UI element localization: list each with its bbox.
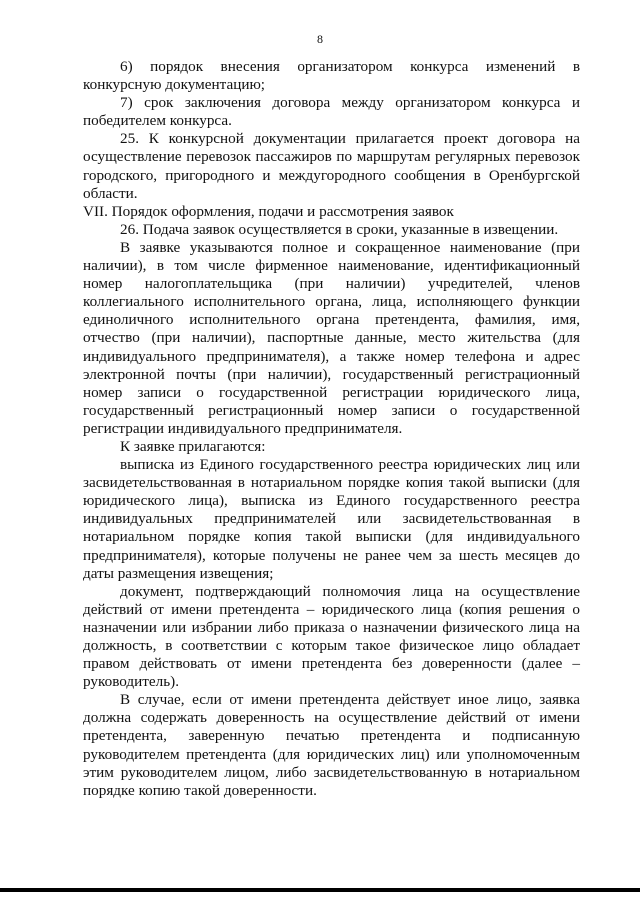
application-contents-paragraph: В заявке указываются полное и сокращенное наименование (при наличии), в том числе фирменное наименование, идентификационный номер налогоплательщика (при наличии) учредителей, членов коллегиального исполнительного органа, лица, исполняющего функции единоличного исполнительного органа претендента, фамилия, имя, отчество (при наличии), паспортные данные, место жительства (для индивидуального предпринимателя), а также номер телефона и адрес электронной почты (при наличии), государственный регистрационный номер записи о государственной регистрации юридического лица, государственный регистрационный номер записи о государственной регистрации индивидуального предпринимателя.	[83, 238, 580, 437]
page-number: 8	[317, 32, 323, 46]
clause-26: 26. Подача заявок осуществляется в сроки, указанные в извещении.	[120, 220, 559, 238]
attachments-intro: К заявке прилагаются:	[120, 437, 266, 455]
registry-extract-paragraph: выписка из Единого государственного реестра юридических лиц или засвидетельствованная в нотариальном порядке копия такой выписки (для юридического лица), выписка из Единого государственного реестра индивидуальных предпринимателей или засвидетельствованная в нотариальном порядке копия такой выписки (для индивидуального предпринимателя), которые получены не ранее чем за шесть месяцев до даты размещения извещения;	[83, 456, 580, 582]
section-heading: VII. Порядок оформления, подачи и рассмотрения заявок	[83, 202, 454, 220]
authority-document-paragraph: документ, подтверждающий полномочия лица на осуществление действий от имени претендента – юридического лица (копия решения о назначении или избрании либо приказа о назначении физического лица на должность, в соответствии с которым такое физическое лицо обладает правом действовать от имени претендента без доверенности (далее – руководитель).	[83, 582, 580, 691]
list-item-6: 6) порядок внесения организатором конкурса изменений в конкурсную документацию;	[83, 58, 580, 94]
list-item-7: 7) срок заключения договора между организатором конкурса и победителем конкурса.	[83, 94, 580, 130]
power-of-attorney-paragraph: В случае, если от имени претендента действует иное лицо, заявка должна содержать доверенность на осуществление действий от имени претендента, заверенную печатью претендента и подписанную руководителем претендента (для юридических лиц) или уполномоченным этим руководителем лицом, либо засвидетельствованную в нотариальном порядке копию такой доверенности.	[83, 691, 580, 799]
document-body	[83, 58, 580, 800]
clause-25: 25. К конкурсной документации прилагается проект договора на осуществление перевозок пассажиров по маршрутам регулярных перевозок городского, пригородного и междугородного сообщения в Оренбургской области.	[83, 130, 580, 202]
bottom-border-line	[0, 888, 640, 892]
